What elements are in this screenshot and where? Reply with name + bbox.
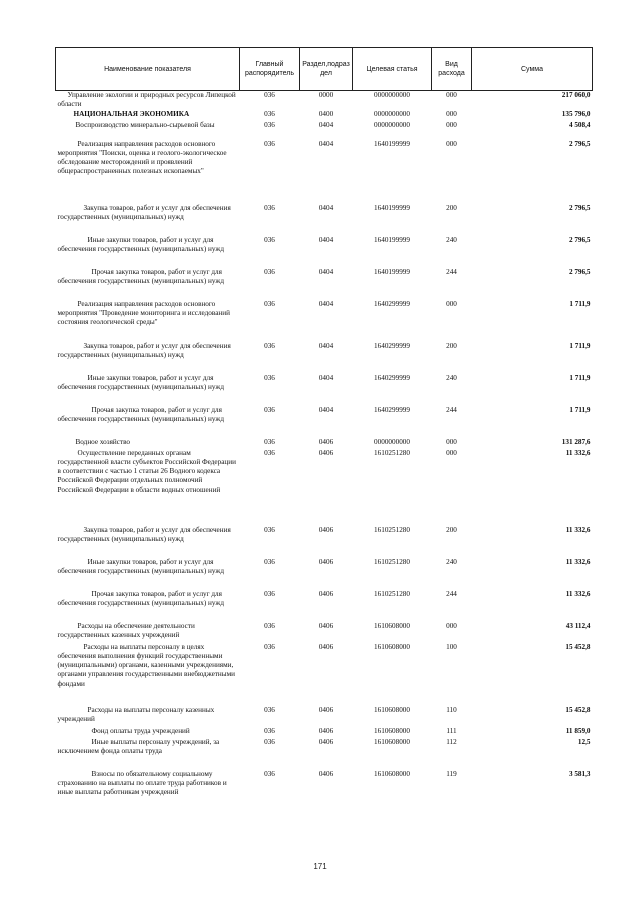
cell-name: Закупка товаров, работ и услуг для обеспечения государственных (муниципальных) нужд	[57, 525, 231, 543]
cell-manager: 036	[264, 437, 275, 446]
cell-name: Воспроизводство минерально-сырьевой базы	[75, 120, 215, 129]
cell-sum: 11 332,6	[565, 557, 591, 566]
cell-name: Закупка товаров, работ и услуг для обеспечения государственных (муниципальных) нужд	[57, 203, 231, 221]
budget-table	[55, 47, 593, 814]
cell-section: 0404	[318, 267, 334, 276]
header-sum: Сумма	[472, 48, 593, 91]
cell-name: Расходы на обеспечение деятельности государственных казенных учреждений	[57, 621, 195, 639]
cell-sum: 11 859,0	[565, 726, 591, 735]
cell-expense-type: 000	[446, 139, 457, 148]
cell-sum: 12,5	[577, 737, 591, 746]
cell-target: 0000000000	[374, 120, 410, 129]
table-row	[56, 204, 593, 236]
cell-expense-type: 110	[446, 705, 457, 714]
cell-name: Осуществление переданных органам государственной власти субъектов Российской Федерации в соответствии с частью 1 статьи 26 Водного кодекса Российской Федерации отдельных полномочий Российской Федерации в области водных отношений	[57, 448, 236, 494]
table-row	[56, 558, 593, 590]
cell-sum: 11 332,6	[565, 589, 591, 598]
cell-expense-type: 119	[446, 769, 457, 778]
cell-target: 1610608000	[374, 726, 410, 735]
cell-manager: 036	[264, 621, 275, 630]
cell-sum: 11 332,6	[565, 448, 591, 457]
table-row	[56, 738, 593, 770]
cell-section: 0406	[318, 525, 334, 534]
cell-target: 1640299999	[374, 373, 410, 382]
cell-sum: 131 287,6	[561, 437, 591, 446]
cell-sum: 217 060,0	[561, 91, 591, 99]
cell-section: 0404	[318, 299, 334, 308]
cell-manager: 036	[264, 726, 275, 735]
cell-section: 0404	[318, 120, 334, 129]
cell-expense-type: 200	[446, 525, 457, 534]
cell-manager: 036	[264, 557, 275, 566]
cell-section: 0406	[318, 448, 334, 457]
cell-manager: 036	[264, 91, 275, 99]
cell-expense-type: 200	[446, 203, 457, 212]
cell-target: 1640299999	[374, 405, 410, 414]
cell-manager: 036	[264, 341, 275, 350]
cell-name: Иные закупки товаров, работ и услуг для обеспечения государственных (муниципальных) нужд	[57, 557, 224, 575]
cell-manager: 036	[264, 589, 275, 598]
table-row	[56, 300, 593, 342]
cell-manager: 036	[264, 642, 275, 651]
cell-manager: 036	[264, 448, 275, 457]
cell-sum: 15 452,8	[565, 705, 591, 714]
table-row	[56, 140, 593, 204]
cell-target: 0000000000	[374, 109, 410, 118]
cell-target: 1610608000	[374, 705, 410, 714]
cell-expense-type: 244	[446, 589, 457, 598]
table-row	[56, 91, 593, 110]
cell-sum: 1 711,9	[569, 299, 591, 308]
cell-target: 1640299999	[374, 341, 410, 350]
table-row	[56, 706, 593, 727]
cell-section: 0404	[318, 235, 334, 244]
cell-name: Иные выплаты персоналу учреждений, за исключением фонда оплаты труда	[57, 737, 220, 755]
cell-target: 1640199999	[374, 267, 410, 276]
cell-manager: 036	[264, 203, 275, 212]
cell-section: 0406	[318, 621, 334, 630]
table-header	[56, 48, 593, 91]
cell-manager: 036	[264, 769, 275, 778]
cell-sum: 4 508,4	[568, 120, 591, 129]
cell-manager: 036	[264, 373, 275, 382]
cell-target: 1610251280	[374, 589, 410, 598]
table-row	[56, 438, 593, 449]
cell-section: 0404	[318, 341, 334, 350]
table-row	[56, 526, 593, 558]
cell-name: Прочая закупка товаров, работ и услуг для обеспечения государственных (муниципальных) нужд	[57, 589, 224, 607]
cell-sum: 11 332,6	[565, 525, 591, 534]
header-expense-type: Вид расхода	[432, 48, 472, 91]
table-row	[56, 374, 593, 406]
cell-manager: 036	[264, 405, 275, 414]
cell-target: 1640299999	[374, 299, 410, 308]
cell-name: Расходы на выплаты персоналу в целях обеспечения выполнения функций государственными (муниципальными) органами, казенными учреждениями, органами управления государственными внебюджетными фондами	[57, 642, 235, 688]
cell-expense-type: 244	[446, 267, 457, 276]
cell-target: 1610251280	[374, 557, 410, 566]
table-row	[56, 727, 593, 738]
cell-expense-type: 240	[446, 235, 457, 244]
cell-sum: 1 711,9	[569, 341, 591, 350]
table-row	[56, 622, 593, 643]
cell-name: Водное хозяйство	[75, 437, 131, 446]
table-row	[56, 643, 593, 706]
cell-sum: 2 796,5	[568, 267, 591, 276]
cell-target: 1640199999	[374, 139, 410, 148]
cell-section: 0404	[318, 139, 334, 148]
cell-section: 0400	[318, 109, 334, 118]
table-row	[56, 121, 593, 140]
cell-name: Реализация направления расходов основного мероприятия "Поиски, оценка и геолого-экологическое обследование месторождений и проявлений общераспространенных полезных ископаемых"	[57, 139, 227, 176]
cell-sum: 135 796,0	[561, 109, 591, 118]
cell-expense-type: 000	[446, 299, 457, 308]
header-section: Раздел,подраз дел	[300, 48, 353, 91]
header-manager: Главный распорядитель	[240, 48, 300, 91]
cell-name: Иные закупки товаров, работ и услуг для обеспечения государственных (муниципальных) нужд	[57, 373, 224, 391]
table-row	[56, 268, 593, 300]
table-row	[56, 590, 593, 622]
cell-section: 0404	[318, 203, 334, 212]
cell-target: 1640199999	[374, 235, 410, 244]
header-name: Наименование показателя	[56, 48, 240, 91]
cell-expense-type: 240	[446, 373, 457, 382]
table-row	[56, 342, 593, 374]
cell-expense-type: 000	[446, 109, 457, 118]
cell-manager: 036	[264, 267, 275, 276]
cell-name: Взносы по обязательному социальному страхованию на выплаты по оплате труда работников и иные выплаты работникам учреждений	[57, 769, 227, 797]
cell-section: 0406	[318, 642, 334, 651]
cell-target: 1610251280	[374, 448, 410, 457]
cell-name: Прочая закупка товаров, работ и услуг для обеспечения государственных (муниципальных) нужд	[57, 405, 224, 423]
cell-manager: 036	[264, 139, 275, 148]
header-target: Целевая статья	[353, 48, 432, 91]
cell-manager: 036	[264, 737, 275, 746]
cell-expense-type: 000	[446, 621, 457, 630]
cell-name: Реализация направления расходов основного мероприятия "Проведение мониторинга и исследований состояния геологической среды"	[57, 299, 230, 327]
cell-sum: 2 796,5	[568, 235, 591, 244]
cell-section: 0406	[318, 437, 334, 446]
cell-manager: 036	[264, 109, 275, 118]
cell-section: 0404	[318, 405, 334, 414]
cell-target: 1640199999	[374, 203, 410, 212]
cell-name: Иные закупки товаров, работ и услуг для обеспечения государственных (муниципальных) нужд	[57, 235, 224, 253]
cell-section: 0406	[318, 737, 334, 746]
cell-name: НАЦИОНАЛЬНАЯ ЭКОНОМИКА	[73, 109, 190, 118]
cell-name: Фонд оплаты труда учреждений	[91, 726, 190, 735]
cell-target: 1610608000	[374, 621, 410, 630]
cell-target: 1610608000	[374, 737, 410, 746]
cell-expense-type: 100	[446, 642, 457, 651]
cell-sum: 43 112,4	[565, 621, 591, 630]
cell-manager: 036	[264, 120, 275, 129]
cell-manager: 036	[264, 235, 275, 244]
cell-manager: 036	[264, 299, 275, 308]
cell-name: Прочая закупка товаров, работ и услуг для обеспечения государственных (муниципальных) нужд	[57, 267, 224, 285]
cell-target: 1610608000	[374, 642, 410, 651]
cell-expense-type: 200	[446, 341, 457, 350]
table-body	[56, 91, 593, 814]
cell-expense-type: 000	[446, 120, 457, 129]
cell-section: 0406	[318, 705, 334, 714]
table-row	[56, 770, 593, 814]
cell-target: 1610251280	[374, 525, 410, 534]
cell-section: 0000	[318, 91, 334, 99]
table-row	[56, 449, 593, 526]
cell-sum: 1 711,9	[569, 405, 591, 414]
cell-section: 0404	[318, 373, 334, 382]
cell-manager: 036	[264, 525, 275, 534]
cell-section: 0406	[318, 557, 334, 566]
cell-name: Закупка товаров, работ и услуг для обеспечения государственных (муниципальных) нужд	[57, 341, 231, 359]
cell-section: 0406	[318, 769, 334, 778]
cell-sum: 1 711,9	[569, 373, 591, 382]
cell-name: Управление экологии и природных ресурсов Липецкой области	[57, 91, 236, 109]
cell-expense-type: 000	[446, 91, 457, 99]
cell-expense-type: 112	[446, 737, 457, 746]
cell-manager: 036	[264, 705, 275, 714]
cell-sum: 3 581,3	[568, 769, 591, 778]
cell-expense-type: 111	[446, 726, 457, 735]
table-row	[56, 406, 593, 438]
cell-sum: 2 796,5	[568, 139, 591, 148]
cell-expense-type: 244	[446, 405, 457, 414]
cell-name: Расходы на выплаты персоналу казенных учреждений	[57, 705, 215, 723]
cell-expense-type: 000	[446, 437, 457, 446]
cell-target: 0000000000	[374, 437, 410, 446]
cell-sum: 2 796,5	[568, 203, 591, 212]
cell-expense-type: 000	[446, 448, 457, 457]
cell-target: 1610608000	[374, 769, 410, 778]
page-number: 171	[313, 862, 327, 871]
cell-section: 0406	[318, 726, 334, 735]
cell-section: 0406	[318, 589, 334, 598]
table-row	[56, 236, 593, 268]
cell-sum: 15 452,8	[565, 642, 591, 651]
cell-expense-type: 240	[446, 557, 457, 566]
table-row	[56, 110, 593, 121]
cell-target: 0000000000	[374, 91, 410, 99]
